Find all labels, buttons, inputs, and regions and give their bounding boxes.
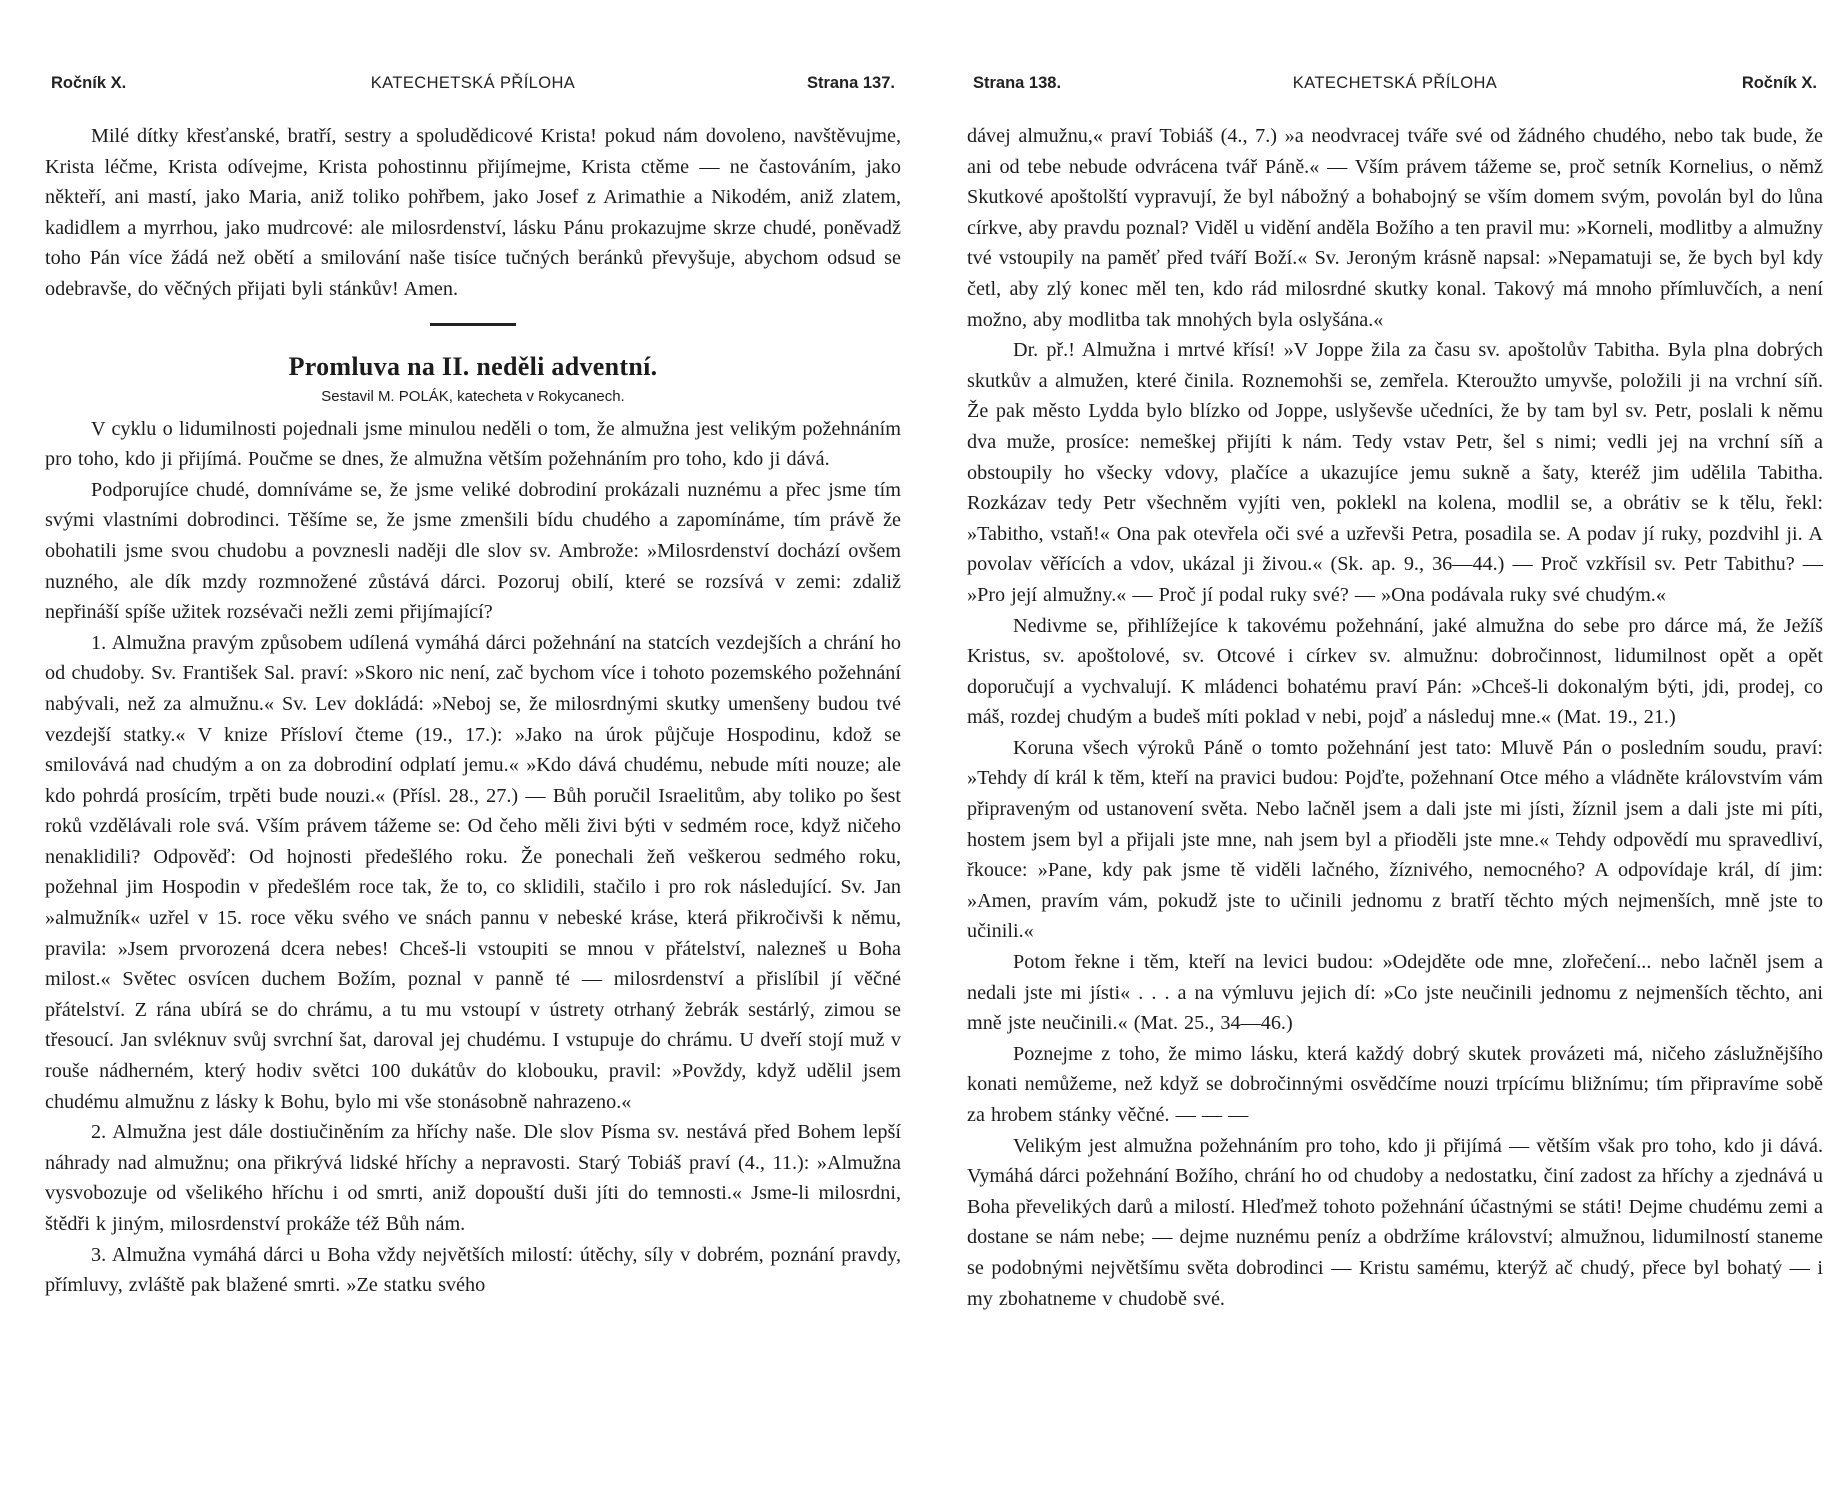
right-page-header <box>967 74 1823 94</box>
right-header-title: KATECHETSKÁ PŘÍLOHA <box>1292 74 1498 92</box>
article-title: Promluva na II. neděli adventní. <box>288 351 658 381</box>
left-page-body <box>45 121 901 1301</box>
article-paragraph: Koruna všech výroků Páně o tomto požehnání jest tato: Mluvě Pán o posledním soudu, praví: »Tehdy dí král k těm, kteří na pravici budou: Pojďte, požehnaní Otce mého a vládněte královstvím vám připraveným od ustanovení světa. Nebo lačněl jsem a dali jste mi jísti, žíznil jsem a dali jste mi píti, hostem jsem byl a přijali jste mne, nah jsem byl a přioděli jste mne.« Tehdy odpovědí mu spravedliví, řkouce: »Pane, kdy pak jsme tě viděli lačného, žíznivého, nemocného? A odpovídaje král, dí jim: »Amen, pravím vám, pokudž jste to učinili jednomu z bratří těchto mých nejmenších, mně jste to učinili.« <box>967 736 1823 943</box>
article-paragraph: V cyklu o lidumilnosti pojednali jsme minulou neděli o tom, že almužna jest velikým požehnáním pro toho, kdo ji přijímá. Poučme se dnes, že almužna větším požehnáním pro toho, kdo ji dává. <box>45 417 901 471</box>
article-paragraph: Poznejme z toho, že mimo lásku, která každý dobrý skutek provázeti má, ničeho záslužnějšího konati nemůžeme, než když se dobročinnými osvědčíme nouzi trpícímu bližnímu; tím připravíme sobě za hrobem stánky věčné. — — — <box>967 1042 1823 1126</box>
left-header-volume: Ročník X. <box>51 74 127 92</box>
intro-paragraph: Milé dítky křesťanské, bratří, sestry a spoludědicové Krista! pokud nám dovoleno, navštěvujme, Krista léčme, Krista odívejme, Krista pohostinnu přijímejme, Krista ctěme — ne častováním, jako někteří, ani mastí, jako Maria, aniž toliko pohřbem, jako Josef z Arimathie a Nikodém, aniž zlatem, kadidlem a myrrhou, jako mudrcové: ale milosrdenství, lásku Pánu prokazujme skrze chudé, poněvadž toho Pán více žádá než obětí a smilování naše tisíce tučných beránků převyšuje, abychom odsud se odebravše, do věčných přijati byli stánkův! Amen. <box>45 125 901 300</box>
article-paragraph: Potom řekne i těm, kteří na levici budou: »Odejděte ode mne, zlořečení... nebo lačněl jsem a nedali jste mi jísti« . . . a na výmluvu jejich dí: »Co jste neučinili jednomu z nejmenších těchto, ani mně jste neučinili.« (Mat. 25., 34—46.) <box>967 951 1823 1035</box>
section-divider <box>430 323 516 326</box>
right-page <box>967 0 1823 1500</box>
article-paragraph: Nedivme se, přihlížejíce k takovému požehnání, jaké almužna do sebe pro dárce má, že Ježíš Kristus, sv. apoštolové, sv. Otcové i církev sv. almužnu: dobročinnost, lidumilnost opět a opět doporučují a vychvalují. K mládenci bohatému praví Pán: »Chceš-li dokonalým býti, jdi, prodej, co máš, rozdej chudým a budeš míti poklad v nebi, pojď a následuj mne.« (Mat. 19., 21.) <box>967 614 1823 729</box>
left-page-header <box>45 74 901 94</box>
article-paragraph: 2. Almužna jest dále dostiučiněním za hříchy naše. Dle slov Písma sv. nestává před Bohem lepší náhrady nad almužnu; ona přikrývá lidské hříchy a nepravosti. Starý Tobiáš praví (4., 11.): »Almužna vysvobozuje od všelikého hříchu i od smrti, aniž dopouští duši jíti do temnosti.« Jsme-li milosrdni, štědři k jiným, milosrdenství prokáže též Bůh nám. <box>45 1121 901 1235</box>
left-page <box>45 0 901 1500</box>
left-header-title: KATECHETSKÁ PŘÍLOHA <box>370 74 576 92</box>
article-paragraph: 3. Almužna vymáhá dárci u Boha vždy největších milostí: útěchy, síly v dobrém, poznání pravdy, přímluvy, zvláště pak blažené smrti. »Ze statku svého <box>45 1243 901 1297</box>
article-paragraph: 1. Almužna pravým způsobem udílená vymáhá dárci požehnání na statcích vezdejších a chrání ho od chudoby. Sv. František Sal. praví: »Skoro nic není, zač bychom více i tohoto pozemského požehnání nabývali, než za almužnu.« Sv. Lev dokládá: »Neboj se, že milosrdnými skutky umenšeny budou tvé vezdejší statky.« V knize Přísloví čteme (19., 17.): »Jako na úrok půjčuje Hospodinu, kdož se smilovává nad chudým a on za dobrodiní odplatí jemu.« »Kdo dává chudému, nebude míti nouze; ale kdo pohrdá prosícím, trpěti bude nouzi.« (Přísl. 28., 27.) — Bůh poručil Israelitům, aby toliko po šest roků vzdělávali role svá. Vším právem tážeme se: Od čeho měli živi býti v sedmém roce, když ničeho nenaklidili? Odpověď: Od hojnosti předešlého roku. Že ponechali žeň veškerou sedmého roku, požehnal jim Hospodin v předešlém roce tak, že to, co sklidili, stačilo i pro rok následující. Sv. Jan »almužník« uzřel v 15. roce věku svého ve snách pannu v nebeské kráse, která přikročivši k němu, pravila: »Jsem prvorozená dcera nebes! Chceš-li vstoupiti se mnou v přátelství, nalezneš u Boha milost.« Světec osvícen duchem Božím, poznal v panně té — milosrdenství a přislíbil jí věčné přátelství. Z rána ubírá se do chrámu, a tu mu vstoupí v ústrety otrhaný žebrák sestárlý, zimou se třesoucí. Jan svléknuv svůj svrchní šat, daroval jej chudému. I vstupuje do chrámu. U dveří stojí muž v rouše nádherném, který hodiv světci 100 dukátův do klobouku, pravil: »Povždy, když udělil jsem chudému almužnu z lásky k Bohu, bylo mi vše stonásobně nahrazeno.« <box>45 631 901 1113</box>
article-paragraph: Velikým jest almužna požehnáním pro toho, kdo ji přijímá — větším však pro toho, kdo ji dává. Vymáhá dárci požehnání Božího, chrání ho od chudoby a nedostatku, činí zadost za hříchy a zjednává u Boha převelikých darů a milostí. Hleďmež tohoto požehnání účastnými se státi! Dejme chudému zemi a dostane se nám nebe; — dejme nuznému peníz a obdržíme království; almužnou, lidumilností staneme se podobnými největšímu světa dobrodinci — Kristu samému, kterýž ač chudý, přece byl bohatý — i my zbohatneme v chudobě své. <box>967 1134 1823 1310</box>
article-paragraph: Dr. př.! Almužna i mrtvé křísí! »V Joppe žila za času sv. apoštolův Tabitha. Byla plna dobrých skutkův a almužen, které činila. Roznemohši se, zemřela. Kteroužto umyvše, položili ji na vrchní síň. Že pak město Lydda bylo blízko od Joppe, uslyševše učedníci, že by tam byl sv. Petr, poslali k němu dva muže, prosíce: nemeškej přijíti k nám. Tedy vstav Petr, šel s nimi; vedli jej na vrchní síň a obstoupily ho všecky vdovy, plačíce a ukazujíce jemu sukně a šaty, kteréž jim udělila Tabitha. Rozkázav tedy Petr všechněm vyjíti ven, poklekl na kolena, modlil se, a obrátiv se k tělu, řekl: »Tabitho, vstaň!« Ona pak otevřela oči své a uzřevši Petra, posadila se. A podav jí ruky, pozdvihl ji. A povolav věřících a vdov, ukázal ji živou.« (Sk. ap. 9., 36—44.) — Proč vzkřísil sv. Petr Tabithu? — »Pro její almužny.« — Proč jí podal ruky své? — »Ona podávala ruky své chudým.« <box>967 339 1823 606</box>
right-page-body <box>967 121 1823 1314</box>
left-header-page-number: Strana 137. <box>806 74 895 92</box>
article-byline: Sestavil M. POLÁK, katecheta v Rokycanech. <box>321 387 625 405</box>
right-header-page-number: Strana 138. <box>973 74 1062 92</box>
continued-paragraph: dávej almužnu,« praví Tobiáš (4., 7.) »a neodvracej tváře své od žádného chudého, nebo tak bude, že ani od tebe nebude odvrácena tvář Páně.« — Vším právem tážeme se, proč setník Kornelius, o němž Skutkové apoštolští vypravují, že byl nábožný a bohabojný se vším domem svým, povolán byl do lůna církve, aby pravdu poznal? Viděl u vidění anděla Božího a ten pravil mu: »Korneli, modlitby a almužny tvé vstoupily na paměť před tváří Boží.« Sv. Jeroným krásně napsal: »Nepamatuji se, že bych byl kdy četl, aby zlý konec měl ten, kdo rád milosrdné skutky konal. Takový má mnoho přímluvčích, a není možno, aby modlitba tak mnohých byla oslyšána.« <box>967 125 1823 331</box>
article-paragraph: Podporujíce chudé, domníváme se, že jsme veliké dobrodiní prokázali nuznému a přec jsme tím svými vlastními dobrodinci. Těšíme se, že jsme zmenšili bídu chudého a zapomínáme, tím právě že obohatili jsme svou chudobu a povznesli naději dle slov sv. Ambrože: »Milosrdenství dochází ovšem nuzného, ale dík mzdy rozmnožené zůstává dárci. Pozoruj obilí, které se rozsívá v zemi: zdaliž nepřináší spíše užitek rozsévači nežli zemi přijímající? <box>45 478 901 624</box>
right-header-volume: Ročník X. <box>1741 74 1817 92</box>
